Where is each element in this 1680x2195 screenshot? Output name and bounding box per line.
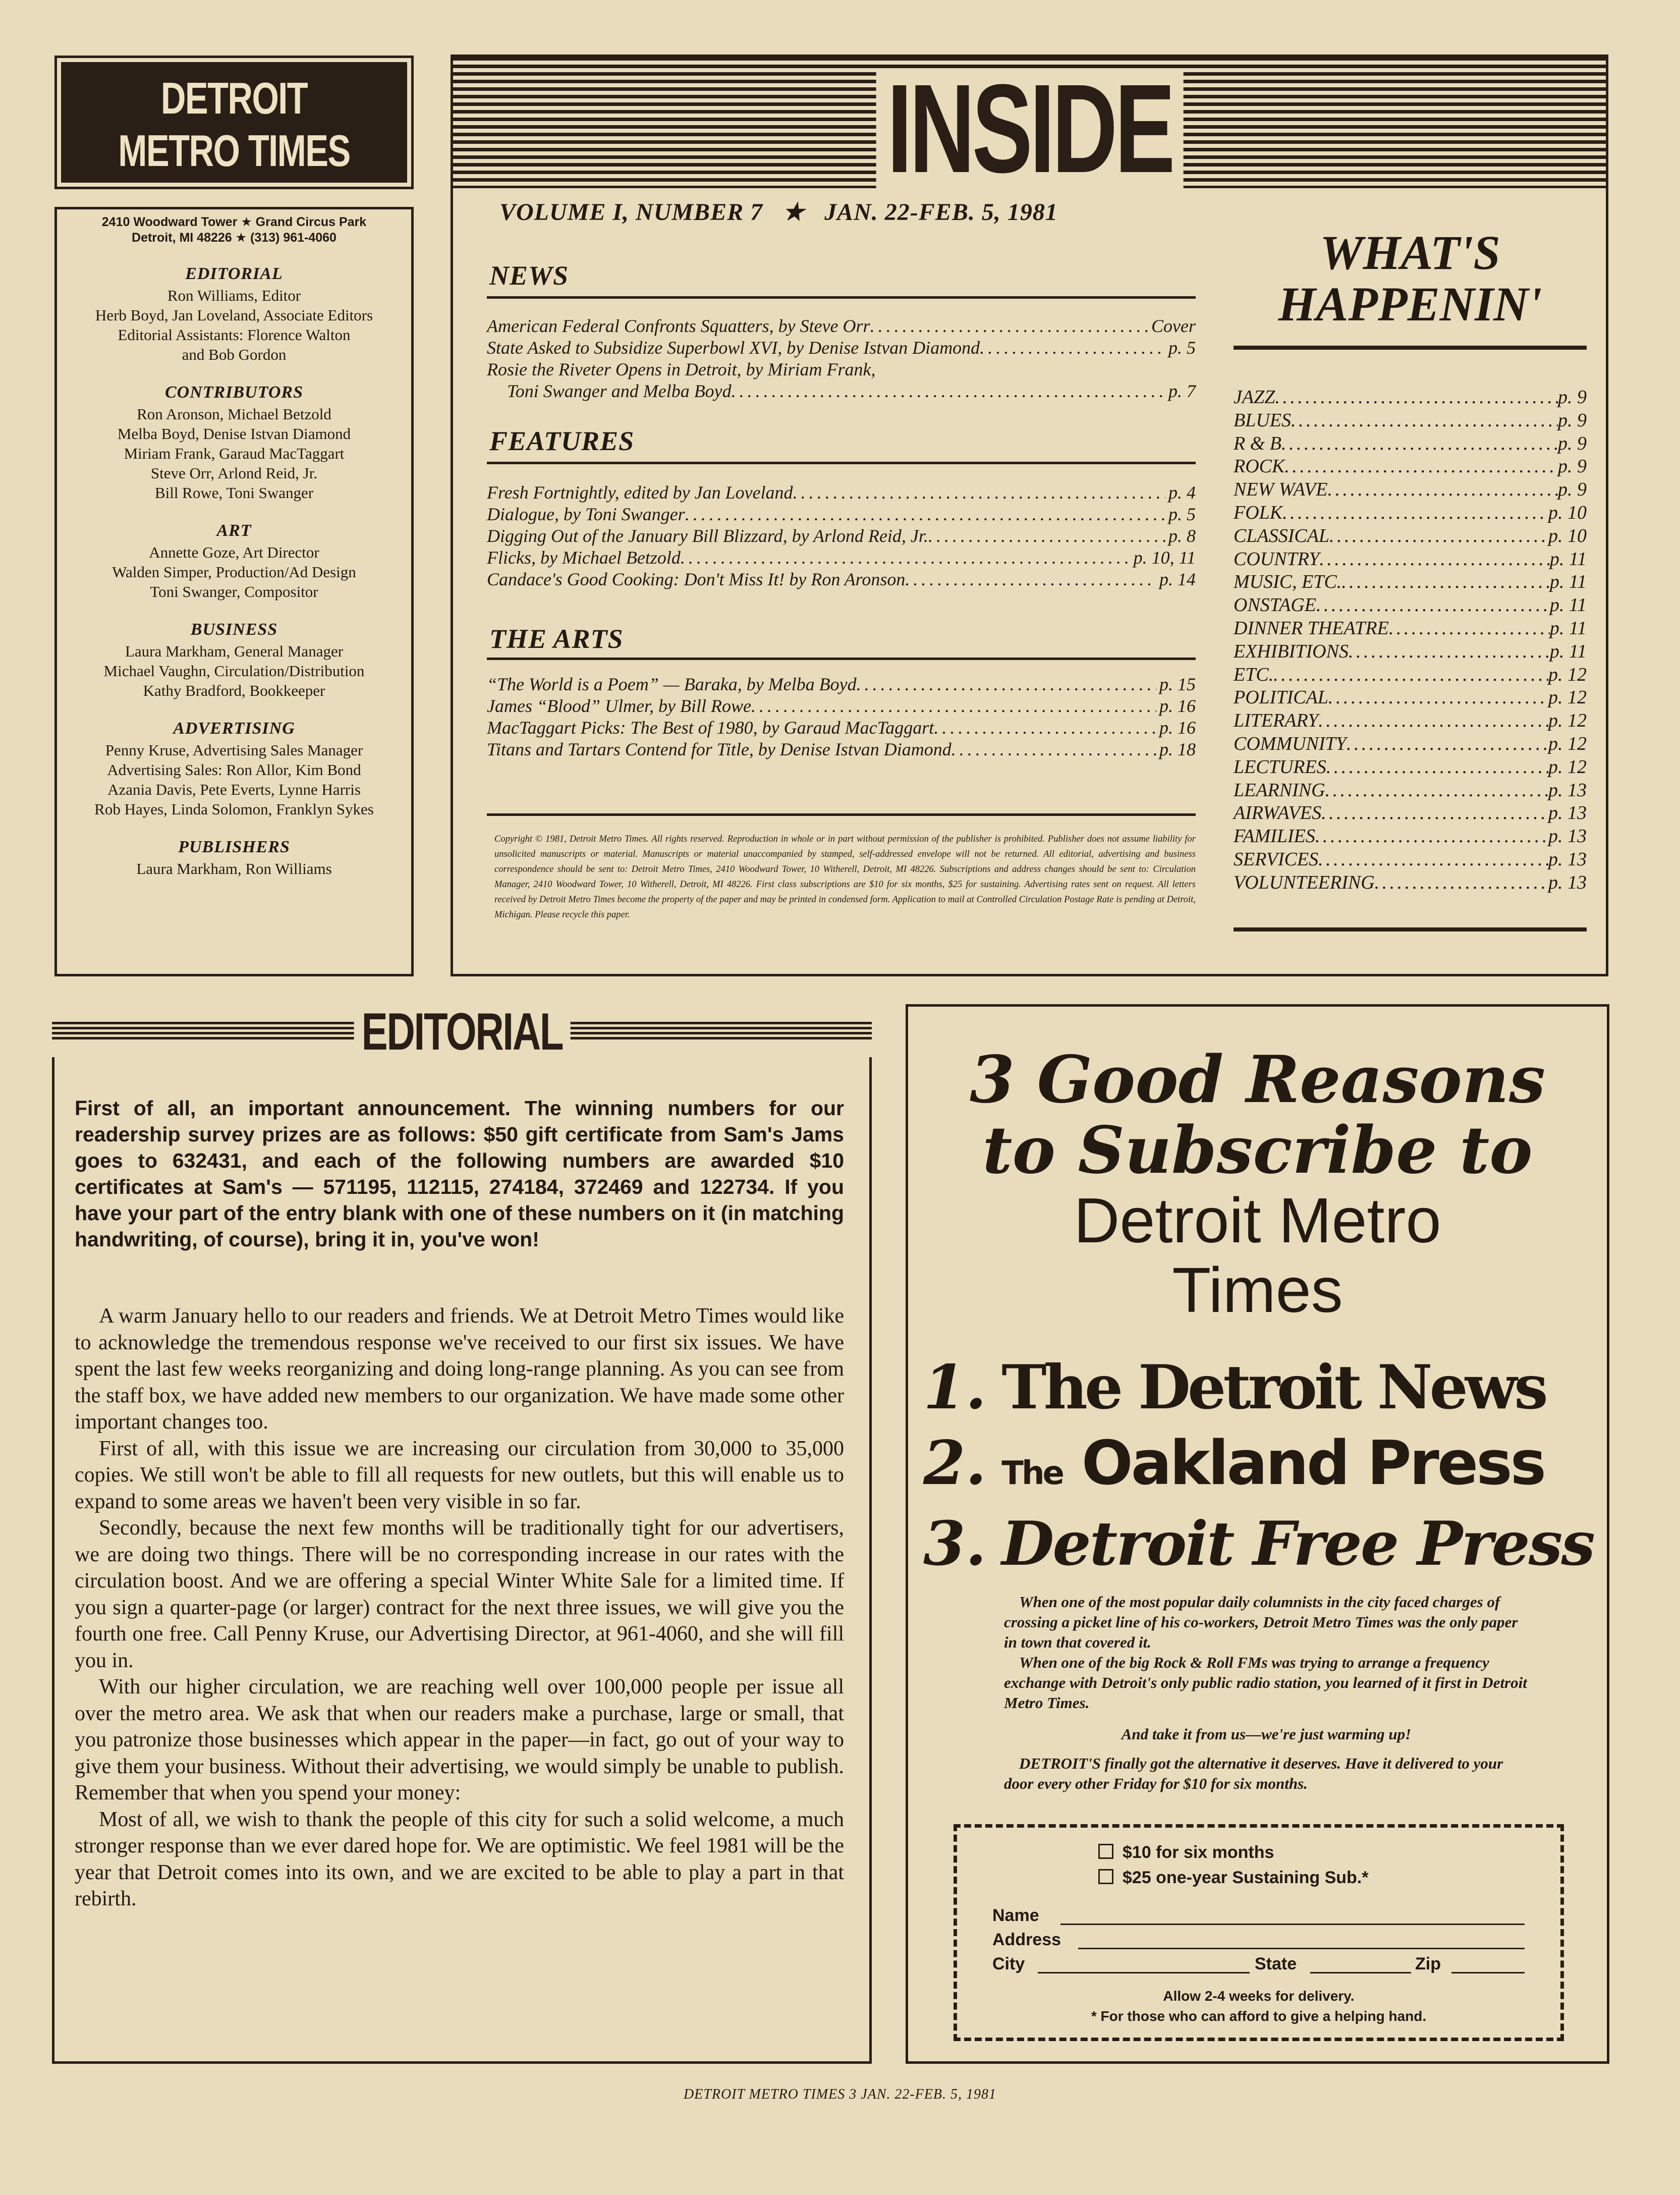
staff-line: Bill Rowe, Toni Swanger	[154, 484, 314, 502]
editorial-paragraph: Most of all, we wish to thank the people of this city for such a solid welcome, a much stronger response than we ever dared hope for. We are optimistic. We feel 1981 will be the year that Detroit comes into its own, and we are excited to be able to play a part in that rebirth.	[75, 1807, 844, 1910]
listing-row	[1234, 571, 1587, 594]
listing-page: p. 13	[1548, 779, 1587, 801]
editorial-text	[75, 1095, 844, 1912]
toc-row	[487, 359, 1196, 380]
toc-title: Fresh Fortnightly, edited by Jan Loveland	[487, 482, 793, 503]
listing-page: p. 11	[1549, 548, 1587, 570]
toc-row	[487, 380, 1196, 402]
toc-leader	[793, 482, 1165, 504]
option-six-months-label: $10 for six months	[1123, 1843, 1274, 1862]
listing-category: SERVICES	[1234, 848, 1319, 870]
listing-page: p. 12	[1548, 710, 1587, 732]
listing-leader	[1316, 594, 1550, 617]
listing-page: p. 11	[1549, 640, 1587, 662]
listing-row	[1234, 709, 1587, 733]
arts-heading: THE ARTS	[489, 624, 624, 654]
copyright-notice: Copyright © 1981, Detroit Metro Times. All rights reserved. Reproduction in whole or in part without permission of the publisher is prohibited. Publisher does not assume liability for unsolicited manuscripts or material. Manuscripts or material unaccompanied by stamped, self-addressed envelope will not be returned. All editorial, advertising and business correspondence should be sent to: Detroit Metro Times, 2410 Woodward Tower, 10 Witherell, Detroit, MI 48226. Subscriptions and address changes should be sent to: Circulation Manager, 2410 Woodward Tower, 10 Witherell, Detroit, MI 48226. First class subscriptions are $10 for six months, $25 for sustaining. Advertising rates sent on request. All letters received by Detroit Metro Times become the property of the paper and may be printed in condensed form. Application to mail at Controlled Circulation Postage Rate is pending at Detroit, Michigan. Please recycle this paper.	[494, 834, 1196, 920]
listing-leader	[1315, 825, 1548, 848]
ad-copy	[1004, 1592, 1529, 1794]
toc-page: p. 16	[1159, 718, 1196, 738]
address-label: Address	[992, 1930, 1061, 1949]
toc-row	[487, 547, 1196, 569]
editorial-paragraph: A warm January hello to our readers and friends. We at Detroit Metro Times would like to acknowledge the tremendous response we've received to our first six issues. We have spent the last few weeks reorganizing and doing long-range planning. As you can see from the staff box, we have added new members to our organization. We have made some other important changes too.	[75, 1304, 844, 1434]
zip-label: Zip	[1415, 1954, 1441, 1973]
helping-hand-note: * For those who can afford to give a helping hand.	[1091, 2008, 1427, 2024]
listing-leader	[1375, 871, 1548, 895]
news-list	[487, 315, 1196, 402]
listing-page: p. 13	[1548, 871, 1587, 893]
listing-category: LEARNING	[1234, 779, 1325, 801]
staff-line: Miriam Frank, Garaud MacTaggart	[124, 445, 345, 462]
toc-row	[487, 504, 1196, 525]
listing-category: R & B	[1234, 432, 1281, 454]
toc-title: “The World is a Poem” — Baraka, by Melba Boyd	[487, 674, 857, 694]
editorial-paragraph: Secondly, because the next few months will be traditionally tight for our advertisers, we are doing two things. There will be no corresponding increase in our rates with the circulation boost. And we are offering a special Winter White Sale for a limited time. If you sign a quarter-page (or larger) contract for the next three issues, we will give you the fourth one free. Call Penny Kruse, our Advertising Director, at 961-4060, and she will fill you in.	[75, 1516, 844, 1672]
listing-page: p. 13	[1548, 848, 1587, 870]
listing-leader	[1328, 686, 1548, 709]
reason-3-number: 3.	[923, 1508, 987, 1579]
listing-row	[1234, 478, 1587, 502]
listing-category: CLASSICAL	[1234, 525, 1330, 546]
ad-title-2: to Subscribe to	[982, 1113, 1533, 1188]
listing-row	[1234, 871, 1587, 895]
toc-leader	[857, 674, 1156, 695]
toc-title: Digging Out of the January Bill Blizzard, by Arlond Reid, Jr.	[487, 526, 928, 546]
toc-page: p. 5	[1168, 504, 1196, 524]
listing-category: POLITICAL	[1234, 687, 1328, 708]
editorial-title: EDITORIAL	[354, 1004, 570, 1060]
masthead-line1: DETROIT	[160, 73, 308, 123]
ad-title-sub	[908, 1186, 1607, 1325]
listing-category: ETC.	[1234, 664, 1274, 685]
address-field[interactable]	[1078, 1948, 1525, 1949]
toc-leader	[951, 739, 1156, 760]
listing-category: LITERARY	[1234, 710, 1319, 732]
copyright-rule	[487, 813, 1196, 816]
editorial-paragraph: With our higher circulation, we are reaching well over 100,000 people per issue all over the metro area. We ask that when our readers make a purchase, large or small, that you patronize those businesses which appear in the paper—in fact, go out of your way to give them your business. Without their advertising, we would simply be unable to publish. Remember that when you spend your money:	[75, 1675, 844, 1804]
listing-page: p. 13	[1548, 802, 1587, 824]
toc-page: p. 18	[1159, 739, 1196, 759]
listing-page: p. 9	[1558, 387, 1587, 408]
listing-page: p. 9	[1558, 432, 1587, 454]
news-heading: NEWS	[489, 260, 569, 291]
listing-leader	[1329, 525, 1548, 548]
whats-happenin-title-1: WHAT'S	[1320, 226, 1500, 280]
city-label: City	[992, 1954, 1025, 1973]
listing-leader	[1341, 571, 1550, 594]
staff-line: Laura Markham, General Manager	[125, 642, 344, 660]
staff-section-title: PUBLISHERS	[178, 838, 290, 856]
staff-line: Azania Davis, Pete Everts, Lynne Harris	[107, 781, 361, 798]
name-label: Name	[992, 1906, 1039, 1925]
staff-sections	[57, 264, 411, 879]
listing-row	[1234, 756, 1587, 779]
toc-title: Toni Swanger and Melba Boyd	[507, 381, 732, 401]
listing-category: MUSIC, ETC.	[1234, 571, 1342, 593]
listing-row	[1234, 502, 1587, 525]
oakland-press-name: Oakland Press	[1081, 1429, 1545, 1499]
toc-page: p. 15	[1159, 674, 1196, 694]
toc-title: Titans and Tartars Contend for Title, by Denise Istvan Diamond	[487, 739, 951, 759]
inside-title: INSIDE	[876, 68, 1183, 189]
whats-happenin-rule-top	[1234, 346, 1587, 350]
toc-row	[487, 717, 1196, 739]
toc-title: State Asked to Subsidize Superbowl XVI, by Denise Istvan Diamond	[487, 338, 980, 358]
listing-page: p. 10	[1548, 525, 1587, 546]
state-field[interactable]	[1310, 1972, 1411, 1973]
name-field[interactable]	[1060, 1924, 1525, 1925]
listing-page: p. 11	[1549, 617, 1587, 639]
features-heading: FEATURES	[489, 426, 635, 456]
listing-category: AIRWAVES	[1234, 802, 1322, 824]
listing-row	[1234, 525, 1587, 548]
listing-row	[1234, 825, 1587, 848]
toc-title: James “Blood” Ulmer, by Bill Rowe	[487, 696, 751, 716]
checkbox-six-months[interactable]	[1098, 1844, 1113, 1859]
volume-line: VOLUME I, NUMBER 7 ★ JAN. 22-FEB. 5, 1981	[499, 199, 1058, 226]
toc-page: p. 14	[1159, 569, 1196, 589]
option-sustaining-label: $25 one-year Sustaining Sub.*	[1123, 1868, 1369, 1887]
listing-page: p. 12	[1548, 664, 1587, 685]
listing-leader	[1281, 432, 1558, 456]
listing-page: p. 11	[1549, 594, 1587, 616]
toc-page: Cover	[1151, 316, 1196, 336]
listing-row	[1234, 664, 1587, 687]
listing-row	[1234, 386, 1587, 409]
whats-happenin-title-2: HAPPENIN'	[1278, 277, 1542, 331]
toc-row	[487, 569, 1196, 590]
city-field[interactable]	[1038, 1972, 1250, 1973]
checkbox-sustaining[interactable]	[1098, 1869, 1113, 1884]
listing-category: ROCK	[1234, 456, 1285, 477]
ad-copy-2: When one of the big Rock & Roll FMs was trying to arrange a frequency exchange with Detroit's only public radio station, you learned of it first in Detroit Metro Times.	[1004, 1654, 1527, 1712]
reason-2-number: 2.	[923, 1428, 987, 1499]
toc-row	[487, 674, 1196, 695]
listing-category: JAZZ	[1234, 387, 1275, 408]
listing-category: FAMILIES	[1234, 826, 1315, 847]
staff-line: Walden Simper, Production/Ad Design	[112, 563, 356, 581]
staff-line: Advertising Sales: Ron Allor, Kim Bond	[107, 761, 361, 779]
toc-page: p. 8	[1168, 526, 1196, 546]
reason-2	[923, 1428, 1544, 1509]
staff-line: Ron Aronson, Michael Betzold	[137, 405, 331, 423]
subscription-coupon	[954, 1824, 1564, 2041]
listing-leader	[1319, 548, 1549, 571]
zip-field[interactable]	[1451, 1972, 1525, 1973]
staff-line: Melba Boyd, Denise Istvan Diamond	[117, 425, 351, 443]
toc-leader	[928, 525, 1165, 547]
toc-page: p. 16	[1159, 696, 1196, 716]
toc-leader	[870, 315, 1148, 337]
editorial-lead: First of all, an important announcement. The winning numbers for our readership survey prizes are as follows: $50 gift certificate from Sam's Jams goes to 632431, and each of the following numbers are awarded $10 certificates at Sam's — 571195, 112115, 274184, 372469 and 122734. If you have your part of the entry blank with one of these numbers on it (in matching handwriting, of course), bring it in, you've won!	[75, 1096, 844, 1251]
ad-title-1: 3 Good Reasons	[969, 1042, 1546, 1118]
listing-page: p. 9	[1558, 456, 1587, 477]
toc-leader	[732, 380, 1165, 402]
editorial-paragraphs	[75, 1303, 844, 1912]
toc-title: Flicks, by Michael Betzold	[487, 547, 681, 568]
toc-title: MacTaggart Picks: The Best of 1980, by Garaud MacTaggart	[487, 718, 934, 738]
listing-page: p. 12	[1548, 687, 1587, 708]
toc-page: p. 5	[1168, 338, 1196, 358]
masthead-logo	[61, 62, 407, 183]
toc-title: Candace's Good Cooking: Don't Miss It! by Ron Aronson	[487, 569, 906, 589]
staff-section-title: CONTRIBUTORS	[165, 383, 303, 402]
listing-row	[1234, 617, 1587, 640]
oakland-press-logo	[1001, 1429, 1544, 1499]
editorial-paragraph: First of all, with this issue we are increasing our circulation from 30,000 to 35,000 copies. We still won't be able to fill all requests for new outlets, but this will enable us to expand to some areas we haven't been very visible in so far.	[75, 1437, 844, 1513]
listing-leader	[1325, 779, 1548, 802]
toc-title: American Federal Confronts Squatters, by Steve Orr	[487, 316, 870, 336]
whats-happenin-rule-bottom	[1234, 927, 1587, 931]
listing-leader	[1273, 664, 1548, 687]
staff-line: Herb Boyd, Jan Loveland, Associate Editors	[95, 306, 373, 324]
listing-leader	[1389, 617, 1550, 640]
detroit-news-logo: The Detroit News	[1001, 1352, 1545, 1423]
listing-category: FOLK	[1234, 502, 1283, 523]
toc-row	[487, 315, 1196, 337]
listing-row	[1234, 432, 1587, 456]
toc-page: p. 10, 11	[1133, 547, 1196, 568]
listing-row	[1234, 779, 1587, 802]
masthead	[54, 56, 414, 189]
free-press-logo: Detroit Free Press	[1001, 1508, 1594, 1579]
toc-title: Rosie the Riveter Opens in Detroit, by Miriam Frank,	[487, 359, 876, 379]
masthead-line2: METRO TIMES	[118, 126, 350, 176]
toc-row	[487, 482, 1196, 504]
listing-leader	[1275, 386, 1558, 409]
listing-leader	[1326, 756, 1548, 779]
features-list	[487, 482, 1196, 590]
toc-row	[487, 739, 1196, 760]
ad-title-4: Times	[1172, 1254, 1343, 1326]
oakland-press-the: The	[1001, 1455, 1062, 1492]
listing-category: COMMUNITY	[1234, 733, 1347, 754]
listing-row	[1234, 733, 1587, 756]
page-footer: DETROIT METRO TIMES 3 JAN. 22-FEB. 5, 1981	[683, 2087, 997, 2102]
listing-row	[1234, 802, 1587, 825]
ad-copy-3: And take it from us—we're just warming up!	[1121, 1725, 1412, 1743]
listing-row	[1234, 409, 1587, 432]
listing-category: NEW WAVE	[1234, 479, 1328, 501]
toc-leader	[685, 504, 1165, 525]
staff-line: Michael Vaughn, Circulation/Distribution	[103, 662, 365, 680]
toc-leader	[751, 695, 1156, 717]
listing-leader	[1282, 502, 1548, 525]
listing-page: p. 12	[1548, 756, 1587, 778]
toc-leader	[905, 569, 1156, 590]
reason-1-number: 1.	[923, 1352, 987, 1423]
listing-leader	[1347, 733, 1548, 756]
staff-line: Toni Swanger, Compositor	[150, 583, 318, 600]
listing-category: DINNER THEATRE	[1234, 617, 1389, 639]
reason-3	[923, 1509, 1594, 1580]
staff-address-1: 2410 Woodward Tower ★ Grand Circus Park	[101, 215, 367, 229]
listing-leader	[1327, 478, 1558, 502]
staff-line: Kathy Bradford, Bookkeeper	[143, 682, 325, 699]
ad-copy-4: DETROIT'S finally got the alternative it deserves. Have it delivered to your door every other Friday for $10 for six months.	[1004, 1754, 1503, 1792]
listing-leader	[1349, 640, 1550, 664]
toc-leader	[934, 717, 1156, 739]
listing-leader	[1321, 802, 1548, 825]
arts-list	[487, 674, 1196, 760]
staff-box	[54, 207, 414, 976]
toc-page: p. 4	[1168, 482, 1196, 503]
staff-line: and Bob Gordon	[182, 346, 287, 363]
arts-rule	[487, 657, 1196, 660]
listing-row	[1234, 848, 1587, 871]
staff-line: Laura Markham, Ron Williams	[136, 860, 332, 877]
listing-category: VOLUNTEERING	[1234, 871, 1375, 893]
listing-page: p. 9	[1558, 409, 1587, 431]
listing-leader	[1291, 409, 1558, 432]
listing-page: p. 13	[1548, 826, 1587, 847]
toc-leader	[681, 547, 1131, 569]
staff-line: Annette Goze, Art Director	[149, 543, 319, 561]
listing-leader	[1284, 455, 1558, 478]
listing-category: LECTURES	[1234, 756, 1326, 778]
state-label: State	[1255, 1954, 1297, 1973]
listing-category: BLUES	[1234, 409, 1291, 431]
delivery-note: Allow 2-4 weeks for delivery.	[1163, 1988, 1355, 2004]
listing-row	[1234, 455, 1587, 478]
staff-line: Ron Williams, Editor	[167, 287, 301, 304]
toc-leader	[980, 337, 1165, 359]
toc-page: p. 7	[1168, 381, 1196, 401]
listing-category: COUNTRY	[1234, 548, 1320, 570]
staff-section-title: EDITORIAL	[185, 264, 283, 283]
staff-section-title: ADVERTISING	[173, 719, 295, 738]
listing-category: EXHIBITIONS	[1234, 640, 1349, 662]
option-sustaining[interactable]	[1098, 1868, 1368, 1888]
toc-row	[487, 525, 1196, 547]
listing-row	[1234, 640, 1587, 664]
staff-line: Penny Kruse, Advertising Sales Manager	[105, 741, 363, 759]
toc-title: Dialogue, by Toni Swanger	[487, 504, 685, 524]
news-rule	[487, 296, 1196, 299]
listing-leader	[1318, 709, 1548, 733]
listing-page: p. 10	[1548, 502, 1587, 523]
listing-page: p. 9	[1558, 479, 1587, 501]
toc-row	[487, 695, 1196, 717]
toc-row	[487, 337, 1196, 359]
listing-row	[1234, 548, 1587, 571]
listing-category: ONSTAGE	[1234, 594, 1316, 616]
inside-header	[451, 54, 1608, 199]
staff-line: Editorial Assistants: Florence Walton	[118, 326, 351, 344]
listing-row	[1234, 686, 1587, 709]
listing-leader	[1318, 848, 1548, 871]
whats-happenin-title	[1231, 227, 1589, 330]
staff-section-title: BUSINESS	[190, 620, 278, 639]
staff-line: Rob Hayes, Linda Solomon, Franklyn Sykes	[94, 800, 374, 818]
listing-page: p. 12	[1548, 733, 1587, 754]
whats-happenin-list	[1234, 386, 1587, 895]
ad-copy-1: When one of the most popular daily columnists in the city faced charges of crossing a picket line of his co-workers, Detroit Metro Times was the only paper in town that covered it.	[1004, 1593, 1518, 1651]
listing-row	[1234, 594, 1587, 617]
option-six-months[interactable]	[1098, 1843, 1274, 1862]
listing-page: p. 11	[1549, 571, 1587, 593]
ad-title	[908, 1042, 1607, 1188]
reason-1	[923, 1352, 1545, 1423]
staff-line: Steve Orr, Arlond Reid, Jr.	[150, 464, 318, 482]
staff-address-2: Detroit, MI 48226 ★ (313) 961-4060	[132, 231, 337, 245]
features-rule	[487, 462, 1196, 464]
ad-title-3: Detroit Metro	[1074, 1185, 1441, 1256]
editorial-header	[52, 1004, 872, 1060]
staff-section-title: ART	[216, 521, 252, 540]
